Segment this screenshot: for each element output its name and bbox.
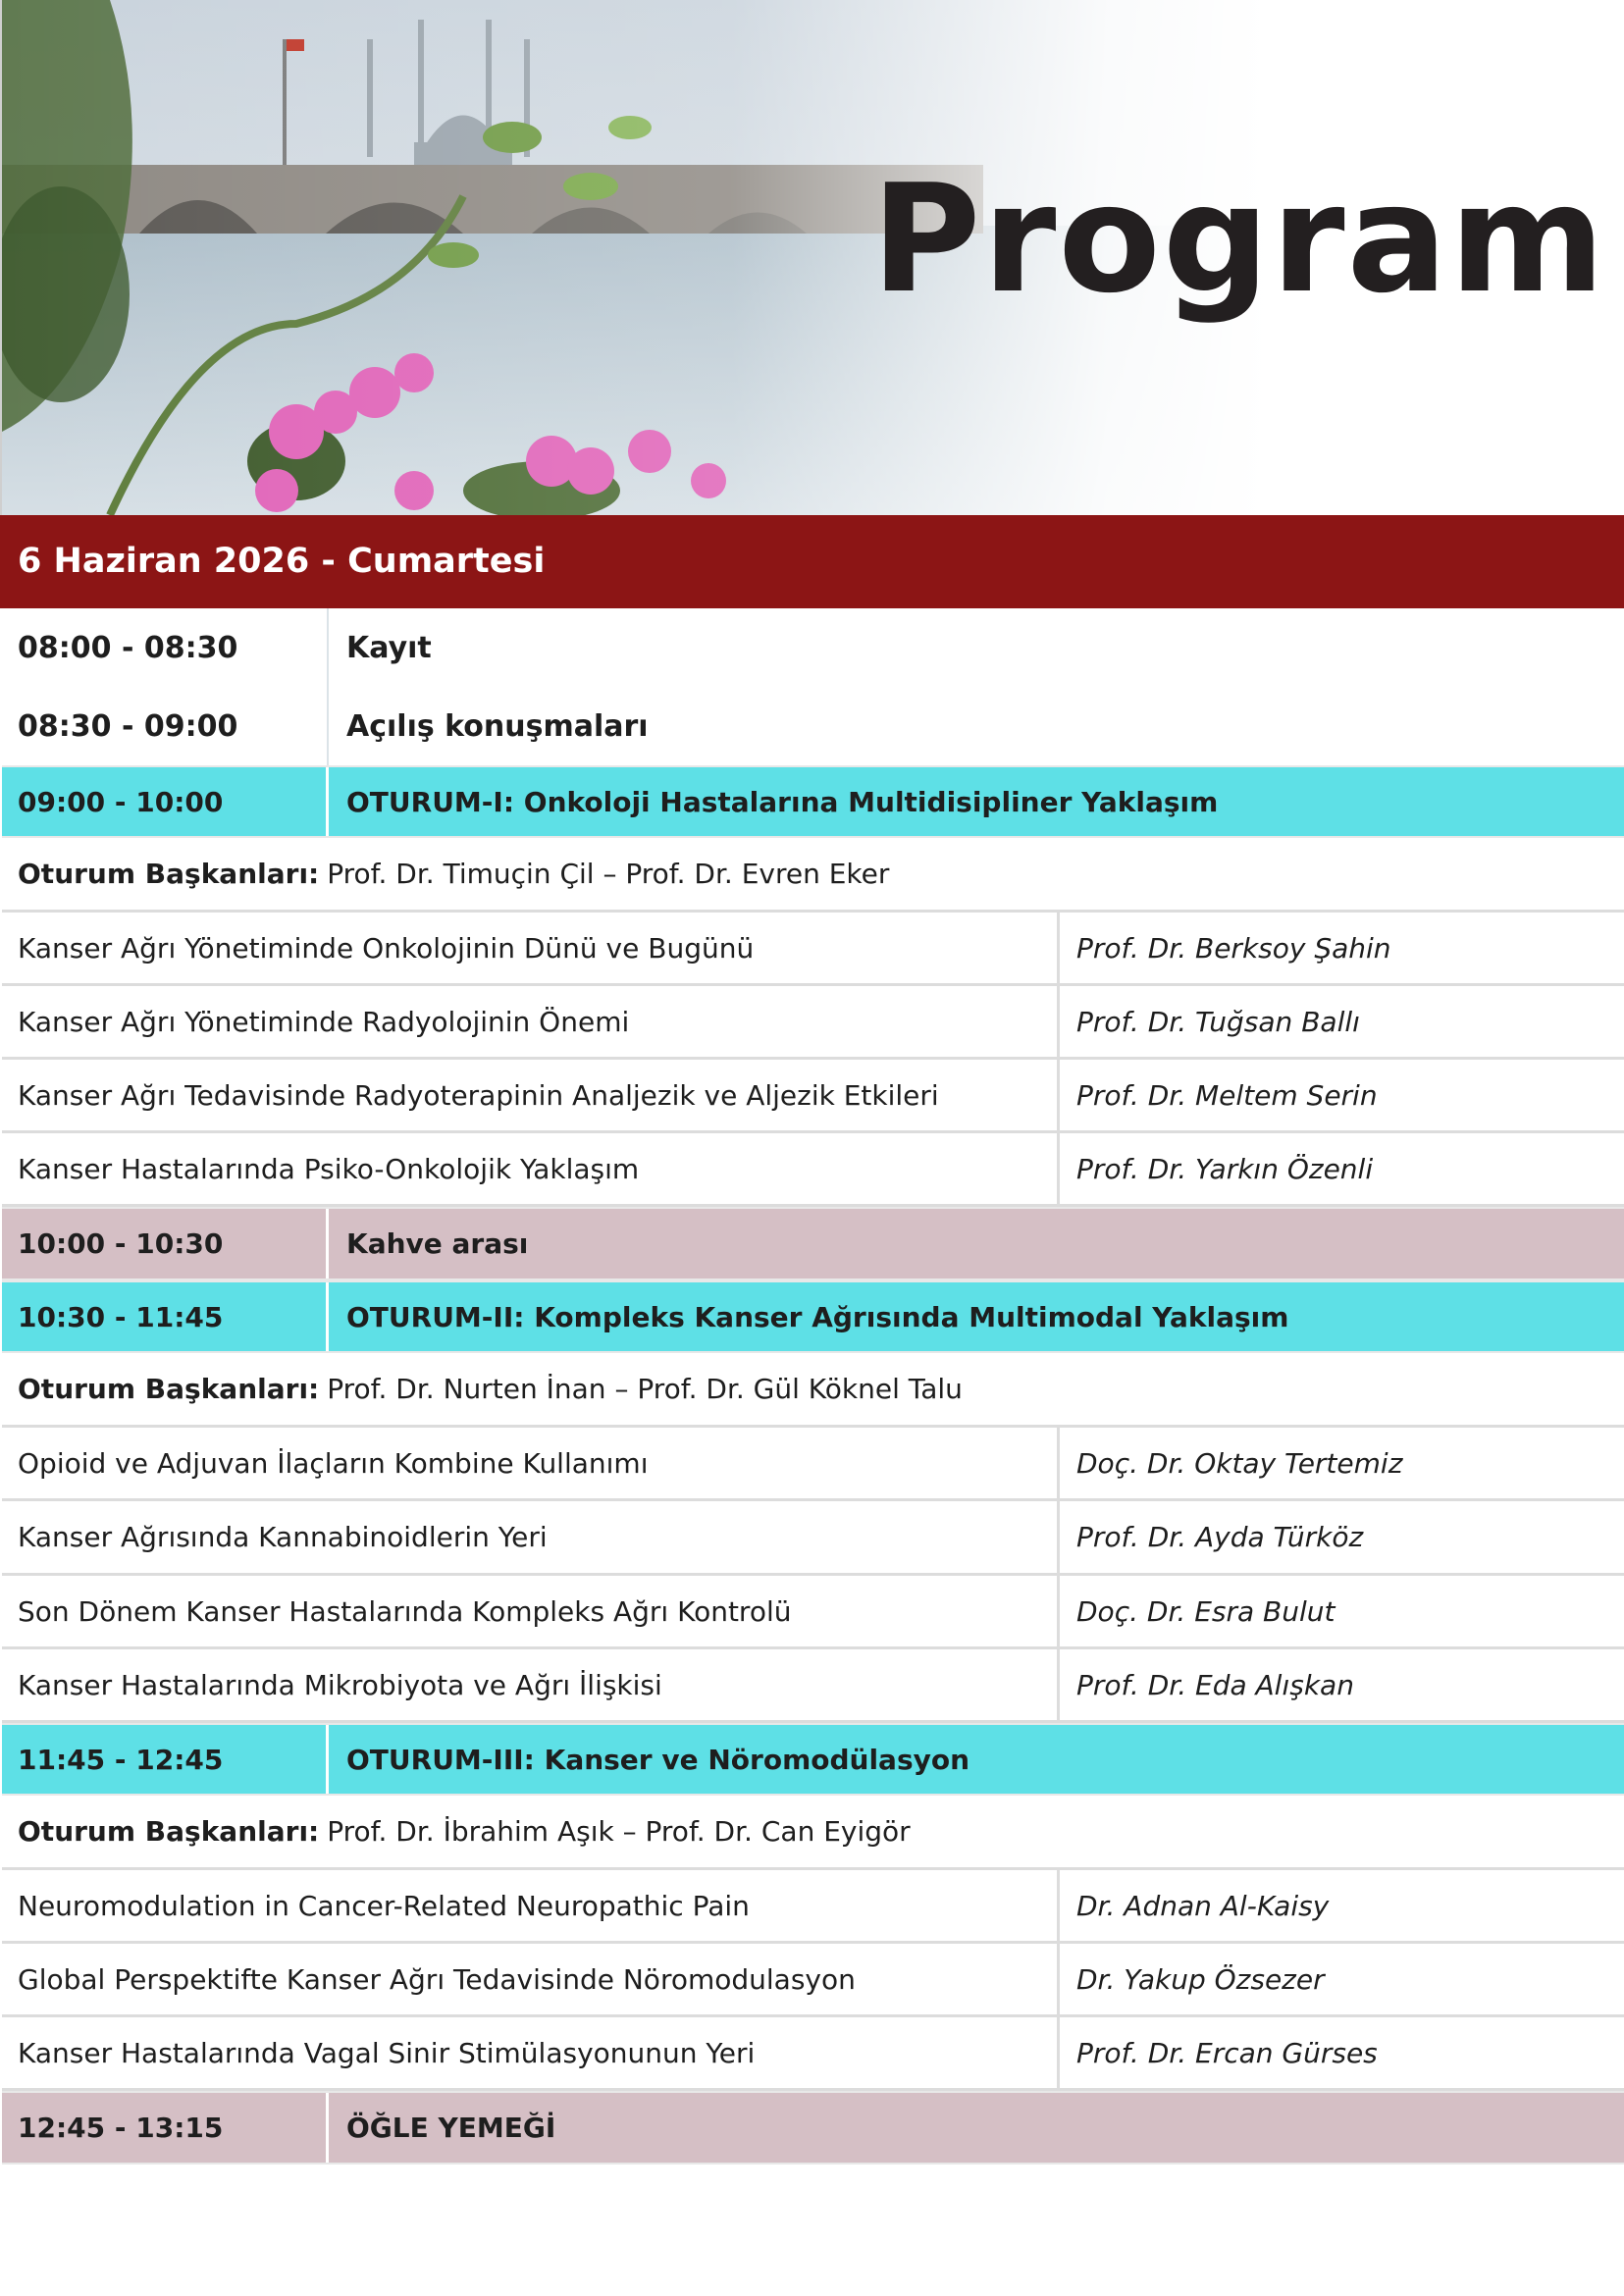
talk-speaker: Doç. Dr. Esra Bulut [1076, 1594, 1336, 1628]
talk-row [2, 1576, 1624, 1649]
talk-speaker: Prof. Dr. Yarkın Özenli [1076, 1152, 1374, 1185]
chairs-label: Oturum Başkanları: [18, 1815, 320, 1848]
talk-title: Kanser Ağrısında Kannabinoidlerin Yeri [2, 1501, 1060, 1573]
talk-row [2, 1944, 1624, 2017]
talk-title: Neuromodulation in Cancer-Related Neuropathic Pain [2, 1870, 1060, 1941]
talk-title: Kanser Ağrı Tedavisinde Radyoterapinin Analjezik ve Aljezik Etkileri [2, 1060, 1060, 1130]
talk-speaker: Prof. Dr. Ercan Gürses [1076, 2036, 1378, 2069]
session-header [2, 1723, 1624, 1796]
page-title: Program [871, 152, 1607, 326]
talk-row [2, 1501, 1624, 1576]
session-time: 11:45 - 12:45 [2, 1725, 329, 1794]
talk-title: Kanser Hastalarında Mikrobiyota ve Ağrı İlişkisi [2, 1649, 1060, 1720]
talk-speaker: Prof. Dr. Meltem Serin [1076, 1078, 1378, 1112]
session-title: OTURUM-II: Kompleks Kanser Ağrısında Multimodal Yaklaşım [346, 1300, 1289, 1333]
break-title: Kahve arası [346, 1227, 529, 1260]
session-chairs [2, 838, 1624, 913]
talk-title: Son Dönem Kanser Hastalarında Kompleks Ağrı Kontrolü [2, 1576, 1060, 1646]
talk-row [2, 913, 1624, 986]
talk-speaker: Prof. Dr. Tuğsan Ballı [1076, 1005, 1360, 1038]
break-title: ÖĞLE YEMEĞİ [346, 2112, 556, 2144]
break-row-lunch [2, 2091, 1624, 2165]
talk-row [2, 1428, 1624, 1501]
talk-speaker: Prof. Dr. Berksoy Şahin [1076, 931, 1391, 965]
break-row-coffee [2, 1207, 1624, 1280]
row-title: Kayıt [346, 630, 432, 665]
break-time: 12:45 - 13:15 [2, 2093, 329, 2163]
chairs-label: Oturum Başkanları: [18, 858, 320, 890]
session-title: OTURUM-III: Kanser ve Nöromodülasyon [346, 1743, 970, 1776]
session-header [2, 765, 1624, 838]
session-chairs [2, 1796, 1624, 1870]
chairs-names: Prof. Dr. İbrahim Aşık – Prof. Dr. Can Eyigör [327, 1815, 911, 1848]
chairs-label: Oturum Başkanları: [18, 1373, 320, 1405]
talk-row [2, 986, 1624, 1060]
row-time: 08:30 - 09:00 [2, 687, 329, 765]
schedule-row-registration [2, 608, 1624, 687]
talk-speaker: Prof. Dr. Ayda Türköz [1076, 1521, 1364, 1553]
talk-row [2, 2017, 1624, 2091]
talk-title: Opioid ve Adjuvan İlaçların Kombine Kullanımı [2, 1428, 1060, 1498]
session-time: 10:30 - 11:45 [2, 1282, 329, 1351]
session-header [2, 1280, 1624, 1353]
talk-row [2, 1060, 1624, 1133]
hero-banner [0, 0, 1624, 515]
chairs-names: Prof. Dr. Timuçin Çil – Prof. Dr. Evren Eker [327, 858, 890, 890]
chairs-names: Prof. Dr. Nurten İnan – Prof. Dr. Gül Köknel Talu [327, 1373, 963, 1405]
talk-speaker: Doç. Dr. Oktay Tertemiz [1076, 1446, 1403, 1480]
talk-row [2, 1870, 1624, 1944]
talk-row [2, 1133, 1624, 1207]
schedule-row-opening-speeches [2, 687, 1624, 765]
talk-speaker: Prof. Dr. Eda Alışkan [1076, 1668, 1354, 1701]
talk-speaker: Dr. Adnan Al-Kaisy [1076, 1889, 1330, 1922]
talk-row [2, 1649, 1624, 1723]
day-header: 6 Haziran 2026 - Cumartesi [0, 515, 1624, 608]
row-title: Açılış konuşmaları [346, 708, 649, 744]
session-time: 09:00 - 10:00 [2, 767, 329, 836]
talk-speaker: Dr. Yakup Özsezer [1076, 1962, 1325, 1996]
break-time: 10:00 - 10:30 [2, 1209, 329, 1278]
talk-title: Kanser Ağrı Yönetiminde Onkolojinin Dünü ve Bugünü [2, 913, 1060, 983]
talk-title: Kanser Hastalarında Vagal Sinir Stimülasyonunun Yeri [2, 2017, 1060, 2088]
talk-title: Kanser Hastalarında Psiko-Onkolojik Yaklaşım [2, 1133, 1060, 1204]
session-chairs [2, 1353, 1624, 1428]
row-time: 08:00 - 08:30 [2, 608, 329, 687]
talk-title: Global Perspektifte Kanser Ağrı Tedavisinde Nöromodulasyon [2, 1944, 1060, 2014]
session-title: OTURUM-I: Onkoloji Hastalarına Multidisipliner Yaklaşım [346, 785, 1219, 818]
talk-title: Kanser Ağrı Yönetiminde Radyolojinin Önemi [2, 986, 1060, 1057]
